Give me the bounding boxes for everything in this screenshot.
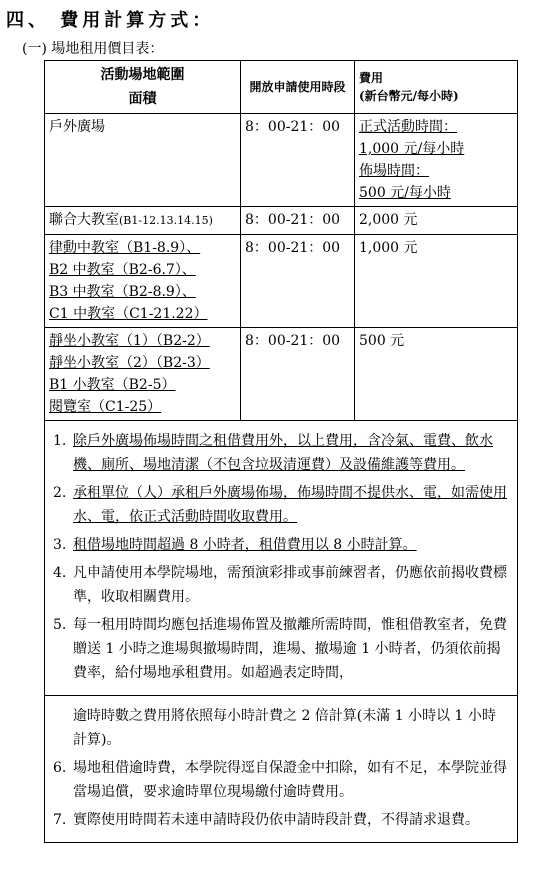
table-row	[45, 114, 518, 207]
fee-line: 佈場時間：	[359, 163, 429, 179]
area-line: B2 中教室（B2-6.7）、	[49, 262, 196, 278]
notes-cell	[45, 421, 518, 696]
note-number: 7.	[53, 812, 67, 828]
cell-area	[45, 114, 241, 207]
note-text: 每一租用時間均應包括進場佈置及撤離所需時間，惟租借教室者，免費贈送 1 小時之進場與撤場時間，進場、撤場逾 1 小時者，仍須依前揭費率，給付場地承租費用。如超過表定時間，	[73, 617, 507, 681]
header-area	[45, 61, 241, 114]
area-line: 聯合大教室	[49, 212, 119, 228]
header-fee-line1: 費用	[359, 71, 384, 85]
fee-line: 1,000 元/每小時	[359, 141, 465, 157]
fee-line: 2,000 元	[359, 212, 418, 228]
note-item	[53, 533, 509, 557]
cell-fee	[355, 235, 518, 328]
area-line: 閱覽室（C1-25）	[49, 399, 162, 415]
note-text: 逾時時數之費用將依照每小時計費之 2 倍計算(未滿 1 小時以 1 小時計算)。	[73, 708, 496, 748]
area-line: B1 小教室（B2-5）	[49, 377, 176, 393]
note-text: 場地租借逾時費，本學院得逕自保證金中扣除，如有不足，本學院並得當場追償，要求逾時單位現場繳付逾時費用。	[73, 760, 507, 800]
note-item	[53, 756, 509, 804]
cell-area	[45, 235, 241, 328]
note-text: 除戶外廣場佈場時間之租借費用外，以上費用，含冷氣、電費、飲水機、廁所、場地清潔（不包含垃圾清運費）及設備維護等費用。	[73, 433, 493, 473]
header-fee	[355, 61, 518, 114]
note-text: 實際使用時間若未達申請時段仍依申請時段計費，不得請求退費。	[73, 812, 479, 828]
fee-line: 500 元/每小時	[359, 185, 451, 201]
note-text: 凡申請使用本學院場地，需預演彩排或事前練習者，仍應依前揭收費標準，收取相關費用。	[73, 565, 507, 605]
note-text: 租借場地時間超過 8 小時者，租借費用以 8 小時計算。	[73, 537, 417, 553]
fee-line: 500 元	[359, 333, 405, 349]
notes-cell	[45, 696, 518, 843]
fee-line: 1,000 元	[359, 240, 418, 256]
note-number: 3.	[53, 537, 67, 553]
note-number: 5.	[53, 617, 67, 633]
area-line: C1 中教室（C1-21.22）	[49, 306, 208, 322]
table-row	[45, 328, 518, 421]
table-row	[45, 235, 518, 328]
header-area-line2: 面積	[128, 91, 157, 107]
note-text: 承租單位（人）承租戶外廣場佈場，佈場時間不提供水、電，如需使用水、電，依正式活動時間收取費用。	[73, 485, 507, 525]
cell-area	[45, 328, 241, 421]
note-number: 6.	[53, 760, 67, 776]
note-number: 4.	[53, 565, 67, 581]
table-header-row	[45, 61, 518, 114]
note-item	[53, 808, 509, 832]
note-item	[53, 561, 509, 609]
cell-fee	[355, 114, 518, 207]
cell-time: 8：00-21：00	[241, 207, 355, 235]
area-line: 律動中教室（B1-8.9）、	[49, 240, 201, 256]
cell-time: 8：00-21：00	[241, 235, 355, 328]
area-line: 靜坐小教室（1）（B2-2）	[49, 333, 210, 349]
note-item	[53, 613, 509, 685]
header-area-line1: 活動場地範圍	[100, 67, 185, 83]
area-line-small: (B1-12.13.14.15)	[119, 214, 213, 227]
cell-fee	[355, 328, 518, 421]
area-line: 靜坐小教室（2）（B2-3）	[49, 355, 210, 371]
note-item	[53, 481, 509, 529]
cell-time: 8：00-21：00	[241, 328, 355, 421]
subsection-heading: (一) 場地租用價目表：	[22, 41, 164, 57]
section-heading: 四、 費用計算方式：	[6, 10, 215, 31]
note-item	[53, 704, 509, 752]
cell-area	[45, 207, 241, 235]
header-fee-line2: (新台幣元/每小時)	[359, 89, 459, 103]
cell-fee	[355, 207, 518, 235]
notes-row	[45, 421, 518, 696]
header-time: 開放申請使用時段	[241, 61, 355, 114]
fee-table	[44, 60, 518, 843]
table-row	[45, 207, 518, 235]
notes-row-continued	[45, 696, 518, 843]
note-number: 1.	[53, 433, 67, 449]
cell-time: 8：00-21：00	[241, 114, 355, 207]
note-item	[53, 429, 509, 477]
fee-line: 正式活動時間：	[359, 119, 457, 135]
area-line: B3 中教室（B2-8.9）、	[49, 284, 196, 300]
area-line: 戶外廣場	[49, 119, 105, 135]
note-number: 2.	[53, 485, 67, 501]
